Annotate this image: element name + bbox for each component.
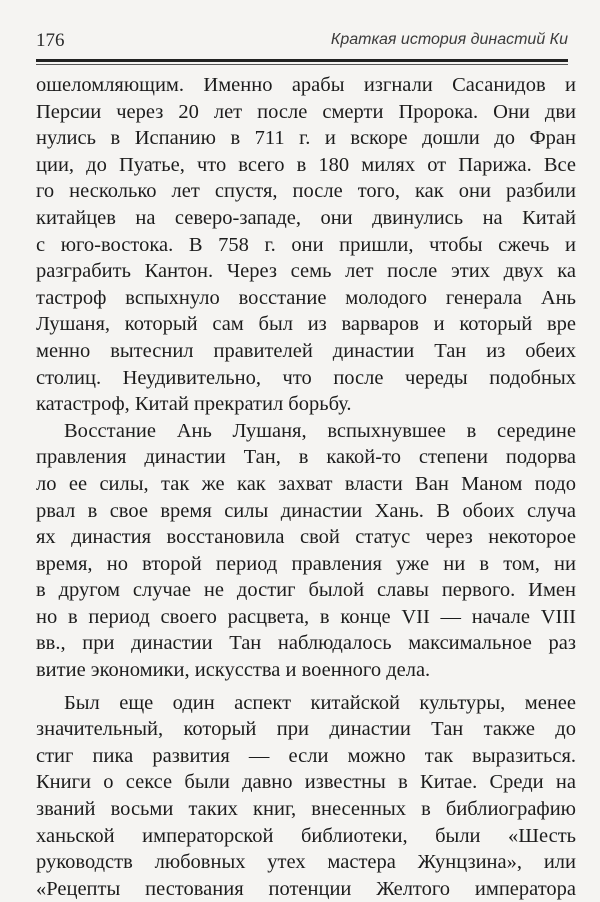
text-line: менно вытеснил правителей династии Тан из обеих: [36, 339, 576, 362]
text-line: Персии через 20 лет после смерти Пророка. Они дви: [36, 100, 576, 123]
body-text: [36, 72, 576, 902]
text-line: витие экономики, искусства и военного дела.: [36, 659, 431, 682]
running-title: Краткая история династий Ки: [330, 31, 568, 48]
text-line: значительный, который при династии Тан также до: [36, 718, 576, 741]
text-line: правления династии Тан, в какой-то степени подорва: [36, 446, 576, 469]
text-line: столиц. Неудивительно, что после череды подобных: [36, 366, 576, 389]
text-line: нулись в Испанию в 711 г. и вскоре дошли до Фран: [36, 127, 576, 150]
header-rule-thick: [36, 59, 568, 62]
text-line: вв., при династии Тан наблюдалось максимальное раз: [36, 632, 576, 655]
text-line: разграбить Кантон. Через семь лет после этих двух ка: [36, 260, 576, 283]
text-line: званий восьми таких книг, внесенных в библиографию: [36, 798, 576, 821]
text-line: рвал в свое время силы династии Хань. В обоих случа: [36, 499, 576, 522]
text-line: ошеломляющим. Именно арабы изгнали Сасанидов и: [36, 74, 576, 96]
text-line: тастроф вспыхнуло восстание молодого генерала Ань: [36, 286, 576, 309]
text-line: стиг пика развития — если можно так выразиться.: [36, 744, 576, 767]
text-line: с юго-востока. В 758 г. они пришли, чтобы сжечь и: [36, 233, 576, 256]
page-header: [36, 30, 568, 54]
text-line: Книги о сексе были давно известны в Китае. Среди на: [36, 771, 576, 794]
text-line: китайцев на северо-западе, они двинулись на Китай: [36, 206, 576, 229]
text-line: руководств любовных утех мастера Жунцзина», или: [36, 851, 576, 874]
page-number: 176: [36, 30, 65, 51]
text-line: Восстание Ань Лушаня, вспыхнувшее в середине: [64, 419, 576, 442]
text-line: но в период своего расцвета, в конце VII — начале VIII: [36, 605, 576, 628]
text-line: ло ее силы, так же как захват власти Ван Маном подо: [36, 472, 576, 495]
text-line: Был еще один аспект китайской культуры, менее: [64, 691, 576, 714]
text-line: ханьской императорской библиотеки, были «Шесть: [36, 824, 576, 847]
text-line: ции, до Пуатье, что всего в 180 милях от Парижа. Все: [36, 153, 576, 176]
text-line: «Рецепты пестования потенции Желтого императора: [36, 877, 576, 900]
text-line: го несколько лет спустя, после того, как они разбили: [36, 180, 576, 203]
text-line: в другом случае не достиг былой славы первого. Имен: [36, 579, 576, 602]
text-line: время, но второй период правления уже ни в том, ни: [36, 552, 576, 575]
header-rule-thin: [36, 64, 568, 65]
text-line: ях династия восстановила свой статус через некоторое: [36, 526, 576, 549]
text-line: Лушаня, который сам был из варваров и который вре: [36, 313, 576, 336]
text-line: катастроф, Китай прекратил борьбу.: [36, 393, 352, 416]
